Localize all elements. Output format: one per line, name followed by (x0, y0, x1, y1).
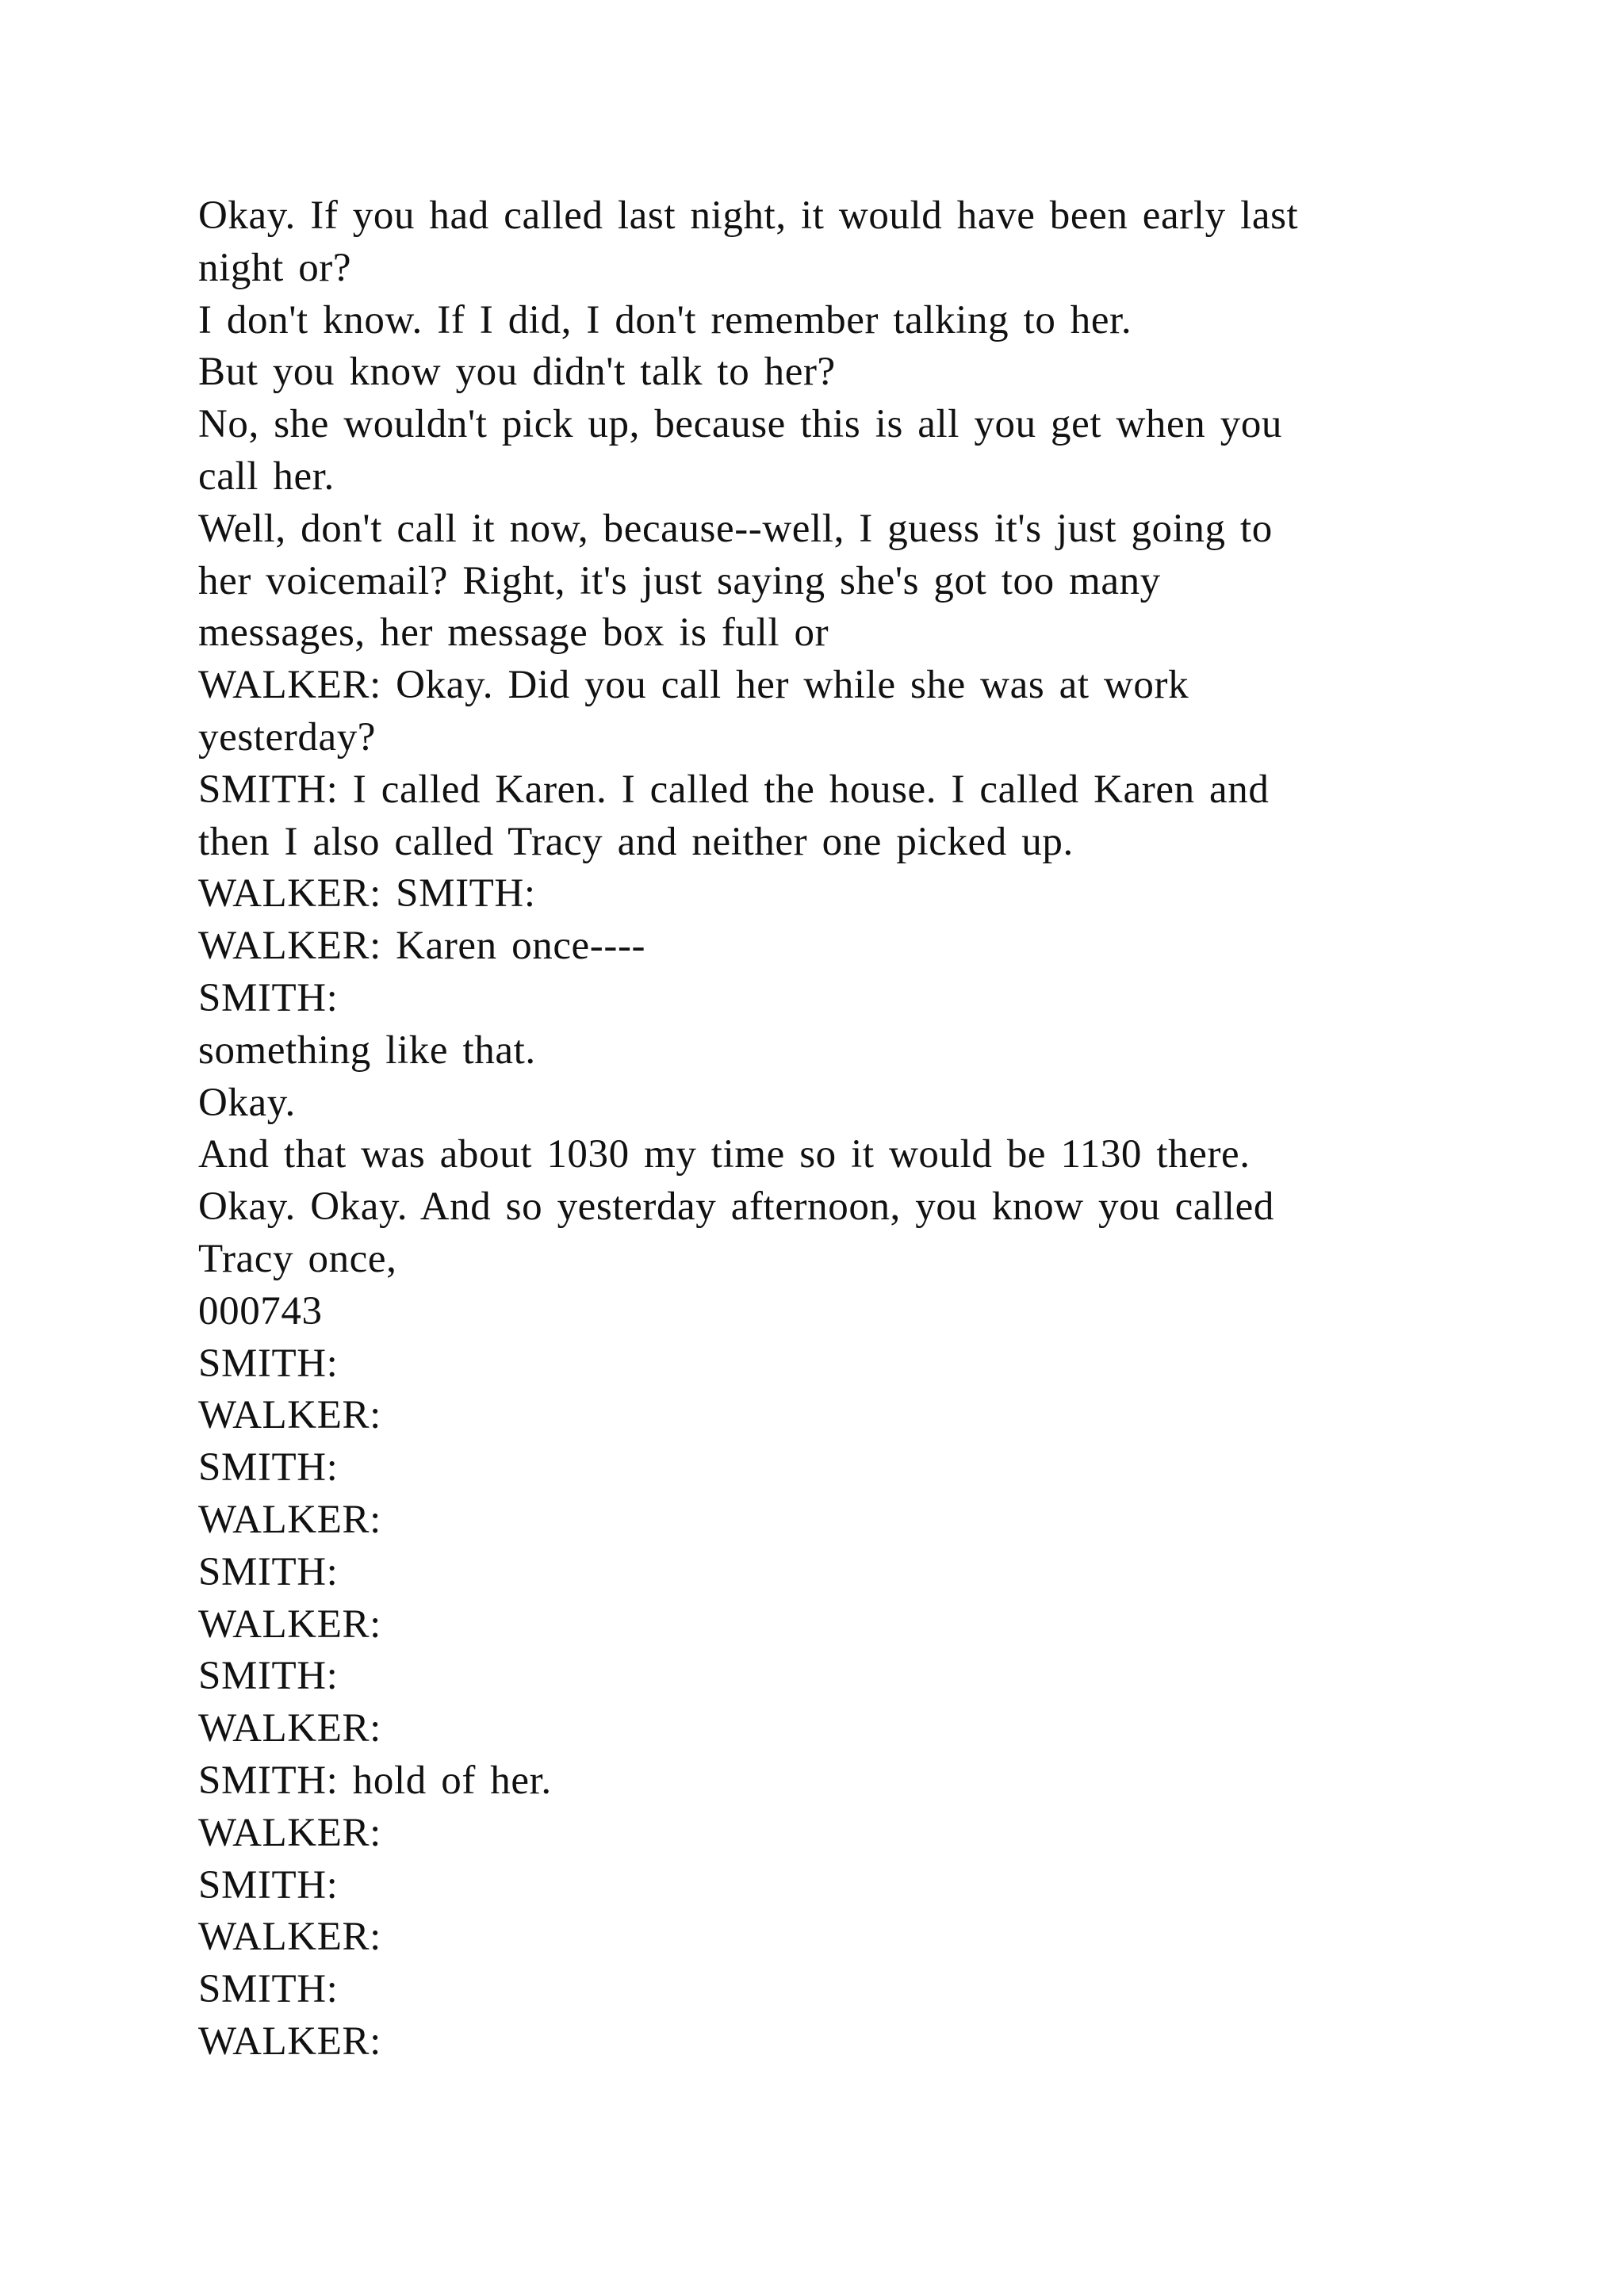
transcript-line: SMITH: (198, 1549, 339, 1594)
transcript-line: WALKER: Karen once---- (198, 924, 646, 969)
transcript-line: WALKER: (198, 2019, 381, 2064)
transcript-line: But you know you didn't talk to her? (198, 350, 836, 395)
transcript-text (198, 190, 1435, 2068)
transcript-line: then I also called Tracy and neither one picked up. (198, 819, 1074, 864)
transcript-line: SMITH: (198, 1862, 339, 1908)
transcript-line: SMITH: (198, 975, 339, 1020)
transcript-line: WALKER: (198, 1915, 381, 1960)
transcript-line: messages, her message box is full or (198, 610, 829, 656)
transcript-line: SMITH: hold of her. (198, 1758, 552, 1803)
transcript-line: something like that. (198, 1027, 536, 1073)
transcript-line: Okay. Okay. And so yesterday afternoon, you know you called (198, 1184, 1274, 1230)
transcript-line: her voicemail? Right, it's just saying she's got too many (198, 558, 1161, 603)
transcript-line: SMITH: (198, 1341, 339, 1386)
transcript-line: Okay. If you had called last night, it would have been early last (198, 193, 1299, 238)
transcript-line: Okay. (198, 1080, 296, 1125)
transcript-line: WALKER: (198, 1706, 381, 1751)
transcript-line: WALKER: (198, 1601, 381, 1647)
transcript-line: call her. (198, 453, 335, 499)
transcript-line: yesterday? (198, 714, 377, 760)
transcript-line: WALKER: (198, 1810, 381, 1855)
transcript-line: No, she wouldn't pick up, because this is all you get when you (198, 402, 1283, 447)
transcript-line: SMITH: (198, 1445, 339, 1490)
transcript-line: WALKER: (198, 1497, 381, 1542)
transcript-line: I don't know. If I did, I don't remember talking to her. (198, 297, 1132, 342)
transcript-line: And that was about 1030 my time so it would be 1130 there. (198, 1132, 1251, 1177)
transcript-line: SMITH: (198, 1967, 339, 2012)
transcript-line: SMITH: I called Karen. I called the house. I called Karen and (198, 767, 1270, 812)
transcript-line: Tracy once, (198, 1236, 397, 1281)
transcript-line: SMITH: (198, 1654, 339, 1699)
transcript-line: WALKER: Okay. Did you call her while she was at work (198, 663, 1189, 708)
transcript-line: night or? (198, 245, 352, 290)
transcript-line: WALKER: SMITH: (198, 871, 536, 916)
page-number: 000743 (198, 1288, 323, 1334)
transcript-line: WALKER: (198, 1393, 381, 1438)
transcript-line: Well, don't call it now, because--well, I guess it's just going to (198, 506, 1273, 551)
